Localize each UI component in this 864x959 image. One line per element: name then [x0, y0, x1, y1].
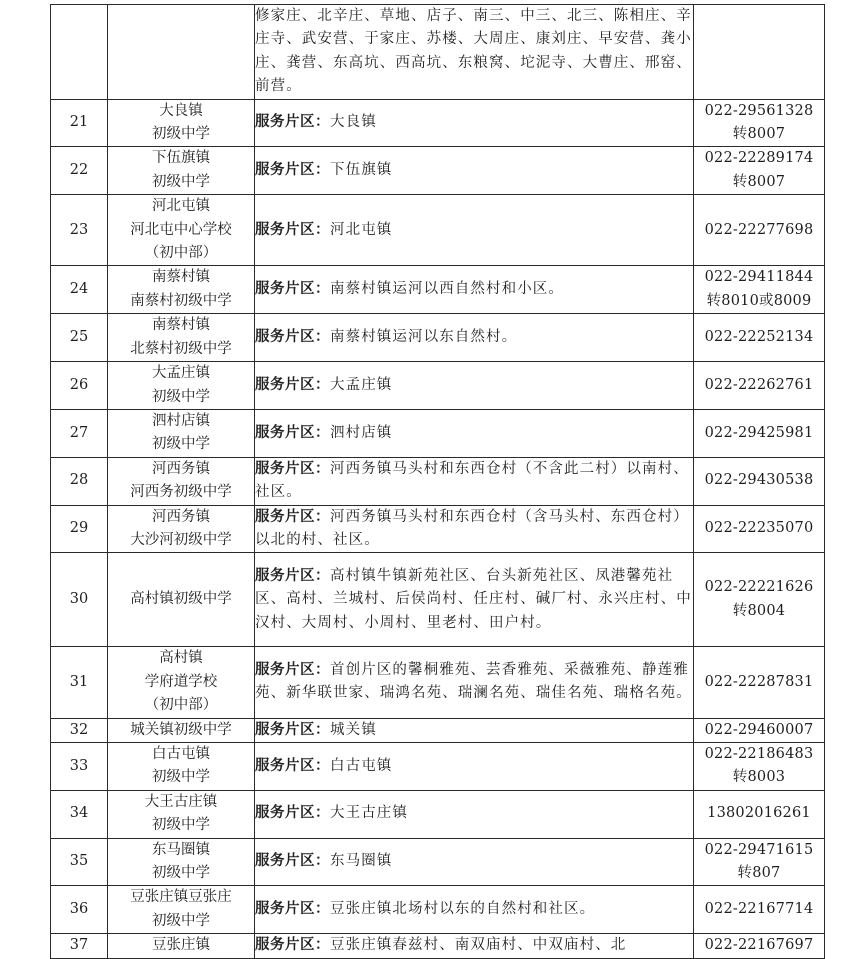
- table-row: [51, 362, 825, 410]
- service-area-text: 白古屯镇: [330, 757, 393, 774]
- row-number-cell: 23: [51, 195, 108, 266]
- school-name-cell: 南蔡村镇 南蔡村初级中学: [108, 266, 255, 314]
- service-area-label: 服务片区：: [255, 937, 330, 954]
- phone-cell: 022-29425981: [694, 409, 825, 457]
- phone-cell: 022-22262761: [694, 362, 825, 410]
- table-row: [51, 99, 825, 147]
- phone-cell: 022-22167697: [694, 934, 825, 958]
- service-area-label: 服务片区：: [255, 221, 330, 238]
- service-area-cell: [255, 838, 694, 886]
- school-name-cell: 下伍旗镇 初级中学: [108, 147, 255, 195]
- service-area-cell: [255, 553, 694, 647]
- school-name-cell: 泗村店镇 初级中学: [108, 409, 255, 457]
- service-area-cell: [255, 790, 694, 838]
- school-name-cell: 豆张庄镇豆张庄 初级中学: [108, 886, 255, 934]
- school-name-cell: 南蔡村镇 北蔡村初级中学: [108, 314, 255, 362]
- service-area-cell: [255, 886, 694, 934]
- service-area-label: 服务片区：: [255, 162, 330, 179]
- service-area-text: 大良镇: [330, 114, 377, 131]
- phone-cell: 13802016261: [694, 790, 825, 838]
- table-row: [51, 934, 825, 958]
- enrollment-table-page: [50, 4, 820, 959]
- service-area-label: 服务片区：: [255, 567, 330, 584]
- service-area-label: 服务片区：: [255, 662, 330, 679]
- service-area-text: 河西务镇马头村和东西仓村（含马头村、东西仓村）以北的村、社区。: [255, 508, 689, 548]
- school-name-cell: 高村镇 学府道学校 （初中部）: [108, 647, 255, 718]
- service-area-text: 首创片区的馨桐雅苑、芸香雅苑、采薇雅苑、静莲雅苑、新华联世家、瑞鸿名苑、瑞澜名苑、瑞佳名苑、瑞格名苑。: [255, 662, 692, 702]
- service-area-cell: [255, 314, 694, 362]
- table-row: [51, 718, 825, 742]
- service-area-cell: [255, 505, 694, 553]
- service-area-text: 豆张庄镇北场村以东的自然村和社区。: [330, 901, 596, 918]
- service-area-text: 泗村店镇: [330, 424, 393, 441]
- row-number-cell: 29: [51, 505, 108, 553]
- school-name-cell: 大王古庄镇 初级中学: [108, 790, 255, 838]
- service-area-text: 高村镇牛镇新苑社区、台头新苑社区、凤港馨苑社区、高村、兰城村、后侯尚村、任庄村、碱厂村、永兴庄村、中汉村、大周村、小周村、里老村、田户村。: [255, 567, 692, 631]
- table-row: [51, 409, 825, 457]
- row-number-cell: 30: [51, 553, 108, 647]
- school-name-cell: 白古屯镇 初级中学: [108, 742, 255, 790]
- service-area-cell: [255, 266, 694, 314]
- service-area-label: 服务片区：: [255, 114, 330, 131]
- service-area-cell: [255, 647, 694, 718]
- service-area-label: 服务片区：: [255, 721, 330, 738]
- phone-cell: 022-22186483 转8003: [694, 742, 825, 790]
- service-area-label: 服务片区：: [255, 424, 330, 441]
- phone-cell: 022-22287831: [694, 647, 825, 718]
- school-name-cell: 豆张庄镇: [108, 934, 255, 958]
- table-row: [51, 147, 825, 195]
- table-row: [51, 553, 825, 647]
- school-name-cell: 河北屯镇 河北屯中心学校 （初中部）: [108, 195, 255, 266]
- service-area-text: 大王古庄镇: [330, 805, 408, 822]
- table-row: [51, 790, 825, 838]
- table-row: [51, 314, 825, 362]
- service-area-cell: [255, 195, 694, 266]
- service-area-text: 东马圈镇: [330, 853, 393, 870]
- row-number-cell: 24: [51, 266, 108, 314]
- row-number-cell: 31: [51, 647, 108, 718]
- phone-cell: 022-22277698: [694, 195, 825, 266]
- service-area-text: 城关镇: [330, 721, 377, 738]
- school-service-area-table: [50, 4, 825, 959]
- row-number-cell: 21: [51, 99, 108, 147]
- service-area-label: 服务片区：: [255, 853, 330, 870]
- service-area-label: 服务片区：: [255, 460, 330, 477]
- table-row: [51, 838, 825, 886]
- phone-cell: 022-22221626 转8004: [694, 553, 825, 647]
- table-row: [51, 457, 825, 505]
- row-number-cell: 34: [51, 790, 108, 838]
- row-number-cell: 33: [51, 742, 108, 790]
- phone-cell: 022-22167714: [694, 886, 825, 934]
- table-row: [51, 886, 825, 934]
- service-area-label: 服务片区：: [255, 328, 330, 345]
- school-name-cell: [108, 5, 255, 100]
- table-row: [51, 266, 825, 314]
- phone-cell: 022-29460007: [694, 718, 825, 742]
- service-area-cell: [255, 742, 694, 790]
- school-name-cell: 城关镇初级中学: [108, 718, 255, 742]
- service-area-cell: 修家庄、北辛庄、草地、店子、南三、中三、北三、陈相庄、辛庄寺、武安营、于家庄、苏楼、大周庄、康刘庄、早安营、龚小庄、龚营、东高坑、西高坑、东粮窝、坨泥寺、大曹庄、邢窑、前营。: [255, 5, 694, 100]
- row-number-cell: 22: [51, 147, 108, 195]
- service-area-label: 服务片区：: [255, 901, 330, 918]
- table-row: [51, 742, 825, 790]
- service-area-text: 河北屯镇: [330, 221, 393, 238]
- phone-cell: 022-29471615 转807: [694, 838, 825, 886]
- service-area-label: 服务片区：: [255, 281, 330, 298]
- table-row: [51, 647, 825, 718]
- service-area-text: 下伍旗镇: [330, 162, 393, 179]
- row-number-cell: 36: [51, 886, 108, 934]
- service-area-text: 河西务镇马头村和东西仓村（不含此二村）以南村、社区。: [255, 460, 689, 501]
- service-area-text: 豆张庄镇春兹村、南双庙村、中双庙村、北: [330, 937, 627, 954]
- phone-cell: 022-29430538: [694, 457, 825, 505]
- row-number-cell: 35: [51, 838, 108, 886]
- service-area-label: 服务片区：: [255, 508, 330, 525]
- service-area-cell: [255, 409, 694, 457]
- service-area-cell: [255, 934, 694, 958]
- service-area-label: 服务片区：: [255, 376, 330, 393]
- school-name-cell: 河西务镇 大沙河初级中学: [108, 505, 255, 553]
- service-area-label: 服务片区：: [255, 805, 330, 822]
- service-area-text: 大孟庄镇: [330, 376, 393, 393]
- service-area-cell: [255, 147, 694, 195]
- row-number-cell: [51, 5, 108, 100]
- phone-cell: 022-22289174 转8007: [694, 147, 825, 195]
- school-name-cell: 大良镇 初级中学: [108, 99, 255, 147]
- service-area-cell: [255, 99, 694, 147]
- row-number-cell: 32: [51, 718, 108, 742]
- phone-cell: 022-29561328 转8007: [694, 99, 825, 147]
- table-row-continuation: [51, 5, 825, 100]
- school-name-cell: 河西务镇 河西务初级中学: [108, 457, 255, 505]
- row-number-cell: 28: [51, 457, 108, 505]
- service-area-label: 服务片区：: [255, 757, 330, 774]
- phone-cell: [694, 5, 825, 100]
- table-row: [51, 505, 825, 553]
- table-row: [51, 195, 825, 266]
- row-number-cell: 37: [51, 934, 108, 958]
- phone-cell: 022-22235070: [694, 505, 825, 553]
- service-area-text: 南蔡村镇运河以西自然村和小区。: [330, 281, 564, 298]
- school-name-cell: 高村镇初级中学: [108, 553, 255, 647]
- service-area-cell: [255, 362, 694, 410]
- row-number-cell: 26: [51, 362, 108, 410]
- row-number-cell: 27: [51, 409, 108, 457]
- service-area-text: 南蔡村镇运河以东自然村。: [330, 328, 518, 345]
- service-area-cell: [255, 457, 694, 505]
- school-name-cell: 东马圈镇 初级中学: [108, 838, 255, 886]
- phone-cell: 022-29411844 转8010或8009: [694, 266, 825, 314]
- service-area-cell: [255, 718, 694, 742]
- row-number-cell: 25: [51, 314, 108, 362]
- school-name-cell: 大孟庄镇 初级中学: [108, 362, 255, 410]
- phone-cell: 022-22252134: [694, 314, 825, 362]
